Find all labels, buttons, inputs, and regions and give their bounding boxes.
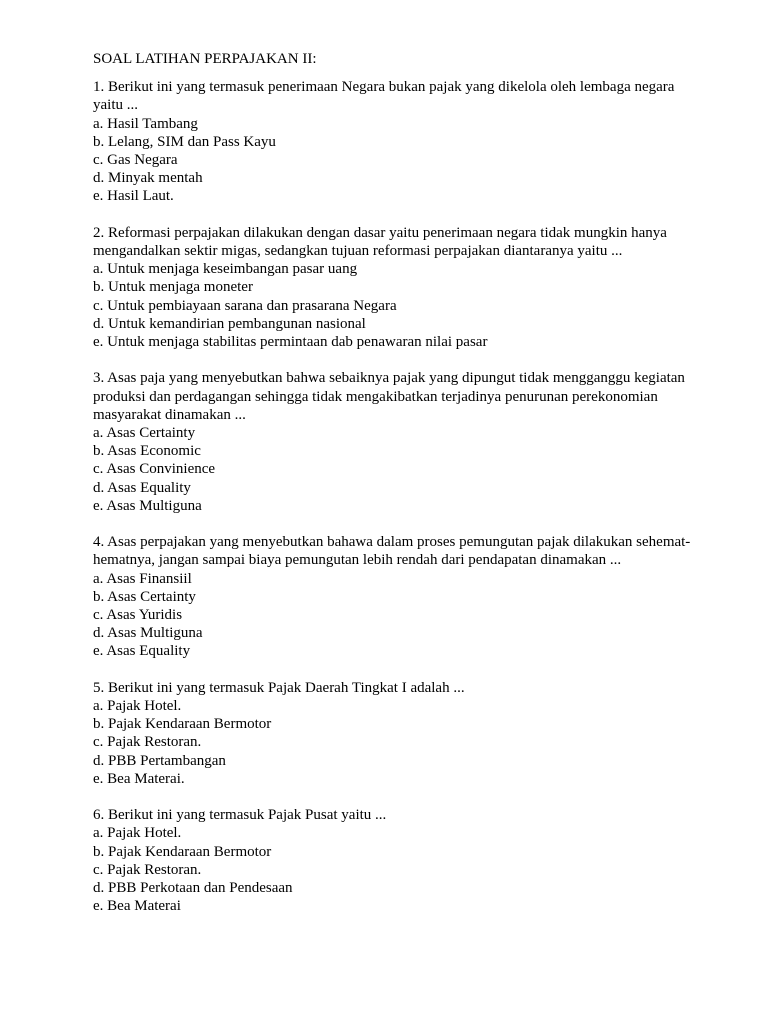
answer-option: c. Asas Convinience [93,461,216,478]
answer-option: b. Asas Economic [93,443,201,460]
question-text: 4. Asas perpajakan yang menyebutkan bahawa dalam proses pemungutan pajak dilakukan sehemat-hematnya, jangan sampai biaya pemungutan lebih rendah dari pendapatan dinamakan ... [93,534,691,569]
answer-option: c. Pajak Restoran. [93,734,202,751]
document-page [93,50,693,934]
question-text: 1. Berikut ini yang termasuk penerimaan Negara bukan pajak yang dikelola oleh lembaga negara yaitu ... [93,79,675,114]
question-2 [93,224,693,351]
question-6 [93,806,693,915]
answer-option: b. Untuk menjaga moneter [93,279,253,296]
answer-option: b. Pajak Kendaraan Bermotor [93,843,272,860]
question-text: 2. Reformasi perpajakan dilakukan dengan dasar yaitu penerimaan negara tidak mungkin hanya mengandalkan sektir migas, sedangkan tujuan reformasi perpajakan diantaranya yaitu ... [93,224,667,260]
answer-option: a. Untuk menjaga keseimbangan pasar uang [93,261,358,278]
answer-option: a. Hasil Tambang [93,115,198,132]
answer-option: c. Asas Yuridis [93,607,183,624]
answer-option: e. Untuk menjaga stabilitas permintaan dab penawaran nilai pasar [93,334,488,351]
answer-option: e. Bea Materai [93,898,181,915]
answer-option: b. Asas Certainty [93,588,196,605]
answer-option: a. Asas Finansiil [93,570,192,587]
answer-option: d. PBB Perkotaan dan Pendesaan [93,880,293,897]
answer-option: e. Bea Materai. [93,770,185,787]
answer-option: e. Asas Equality [93,643,191,660]
answer-option: a. Asas Certainty [93,425,196,442]
answer-option: d. Untuk kemandirian pembangunan nasional [93,315,366,332]
answer-option: d. Asas Multiguna [93,625,203,642]
answer-option: c. Untuk pembiayaan sarana dan prasarana Negara [93,297,397,314]
answer-option: c. Pajak Restoran. [93,861,202,878]
answer-option: b. Pajak Kendaraan Bermotor [93,716,272,733]
question-text: 5. Berikut ini yang termasuk Pajak Daerah Tingkat I adalah ... [93,679,465,696]
document-title: SOAL LATIHAN PERPAJAKAN II: [93,51,317,67]
answer-option: c. Gas Negara [93,152,178,169]
answer-option: b. Lelang, SIM dan Pass Kayu [93,133,276,150]
answer-option: d. Asas Equality [93,479,191,496]
answer-option: e. Asas Multiguna [93,497,202,514]
answer-option: e. Hasil Laut. [93,188,174,205]
answer-option: d. Minyak mentah [93,170,203,187]
question-4 [93,533,693,660]
question-3 [93,369,693,515]
question-1 [93,78,693,205]
answer-option: d. PBB Pertambangan [93,752,226,769]
question-5 [93,679,693,788]
answer-option: a. Pajak Hotel. [93,698,182,715]
answer-option: a. Pajak Hotel. [93,825,182,842]
question-text: 3. Asas paja yang menyebutkan bahwa sebaiknya pajak yang dipungut tidak mengganggu kegiatan produksi dan perdagangan sehingga tidak mengakibatkan terjadinya penurunan perekonomian masyarakat dinamakan ... [93,370,685,423]
question-text: 6. Berikut ini yang termasuk Pajak Pusat yaitu ... [93,807,387,824]
